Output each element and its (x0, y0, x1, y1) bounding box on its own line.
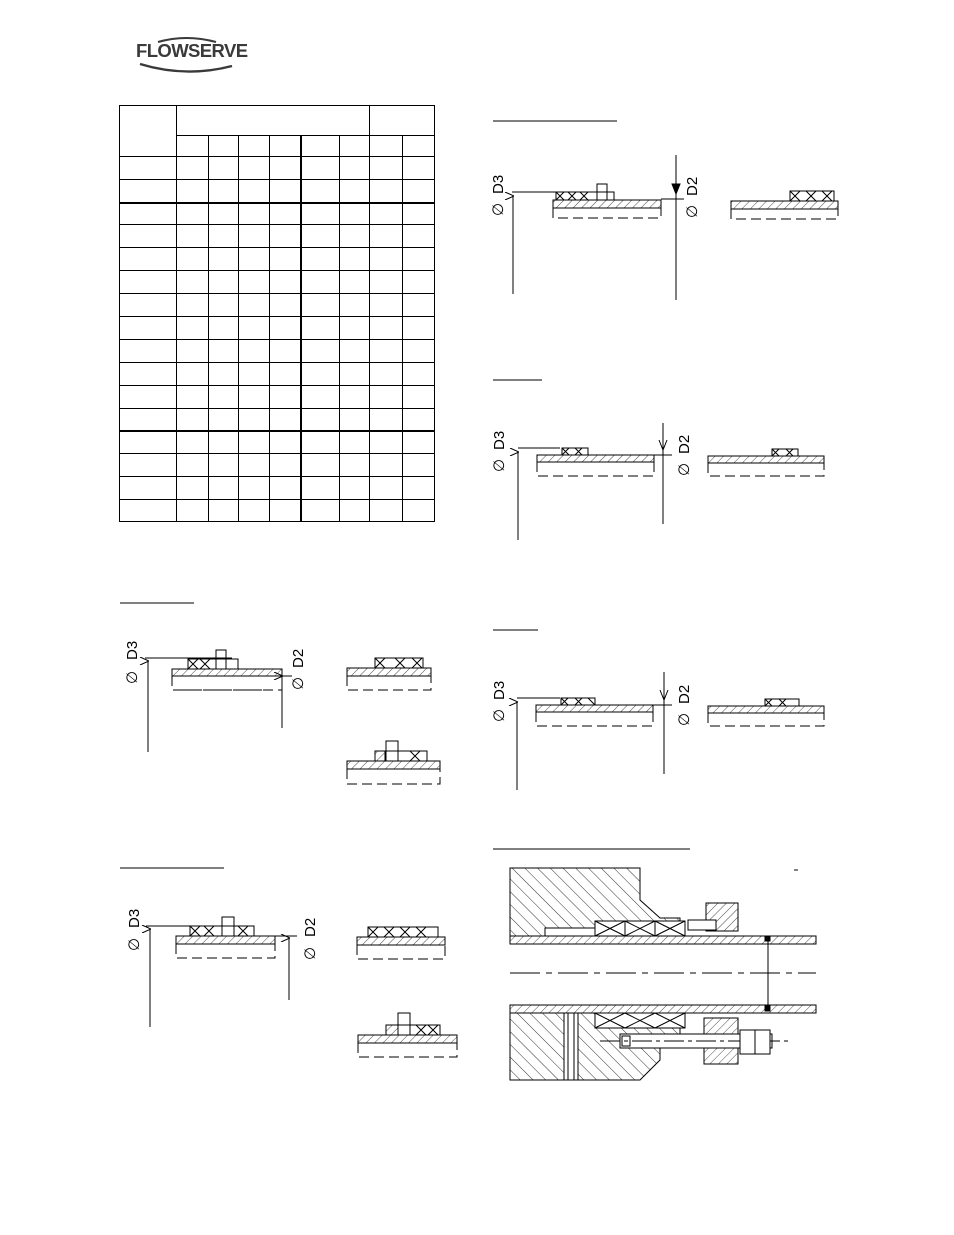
svg-text:D2 (302, 918, 319, 937)
brand-name: FLOWSERVE (136, 40, 248, 61)
svg-text:∅ (684, 205, 701, 218)
d3-label: D3 (126, 908, 143, 928)
diameter-symbol: ∅ (491, 708, 508, 722)
svg-text:D2 (290, 649, 307, 668)
svg-text:∅ (491, 459, 508, 472)
diagram-arrangement-a (120, 603, 440, 784)
d3-label: D3 (491, 680, 508, 700)
d2-label: D2 (676, 434, 693, 454)
d2-label: D2 (684, 176, 701, 196)
diameter-symbol: ∅ (290, 676, 307, 690)
diagram-arrangement-c (493, 121, 838, 300)
diameter-symbol: ∅ (676, 462, 693, 476)
svg-text:∅ (124, 671, 141, 684)
diameter-symbol: ∅ (124, 670, 141, 684)
d3-label: D3 (490, 174, 507, 194)
d3-label: D3 (124, 640, 141, 660)
svg-text:D2 (676, 435, 693, 454)
svg-text:∅ (491, 709, 508, 722)
svg-text:D2 (684, 177, 701, 196)
diagram-arrangement-e (493, 630, 824, 790)
svg-text:∅ (302, 947, 319, 960)
svg-text:D3 (490, 175, 507, 194)
svg-text:D3 (491, 681, 508, 700)
svg-text:D3 (124, 641, 141, 660)
d2-label: D2 (302, 917, 319, 937)
d3-label: D3 (491, 430, 508, 450)
svg-text:∅ (290, 677, 307, 690)
d2-label: D2 (290, 648, 307, 668)
diameter-symbol: ∅ (676, 712, 693, 726)
diameter-symbol: ∅ (126, 937, 143, 951)
diagram-arrangement-d (493, 380, 824, 540)
svg-text:D3 (126, 909, 143, 928)
svg-text:∅ (126, 938, 143, 951)
diameter-symbol: ∅ (491, 458, 508, 472)
diameter-symbol: ∅ (684, 204, 701, 218)
svg-text:∅ (490, 203, 507, 216)
svg-text:∅ (676, 463, 693, 476)
diameter-symbol: ∅ (302, 946, 319, 960)
svg-text:D2 (676, 685, 693, 704)
diameter-symbol: ∅ (490, 202, 507, 216)
svg-text:D3 (491, 431, 508, 450)
svg-text:∅ (676, 713, 693, 726)
diagram-arrangement-b (120, 868, 457, 1057)
dimension-labels (124, 175, 701, 960)
d2-label: D2 (676, 684, 693, 704)
diagram-assembly-section (493, 849, 816, 1080)
